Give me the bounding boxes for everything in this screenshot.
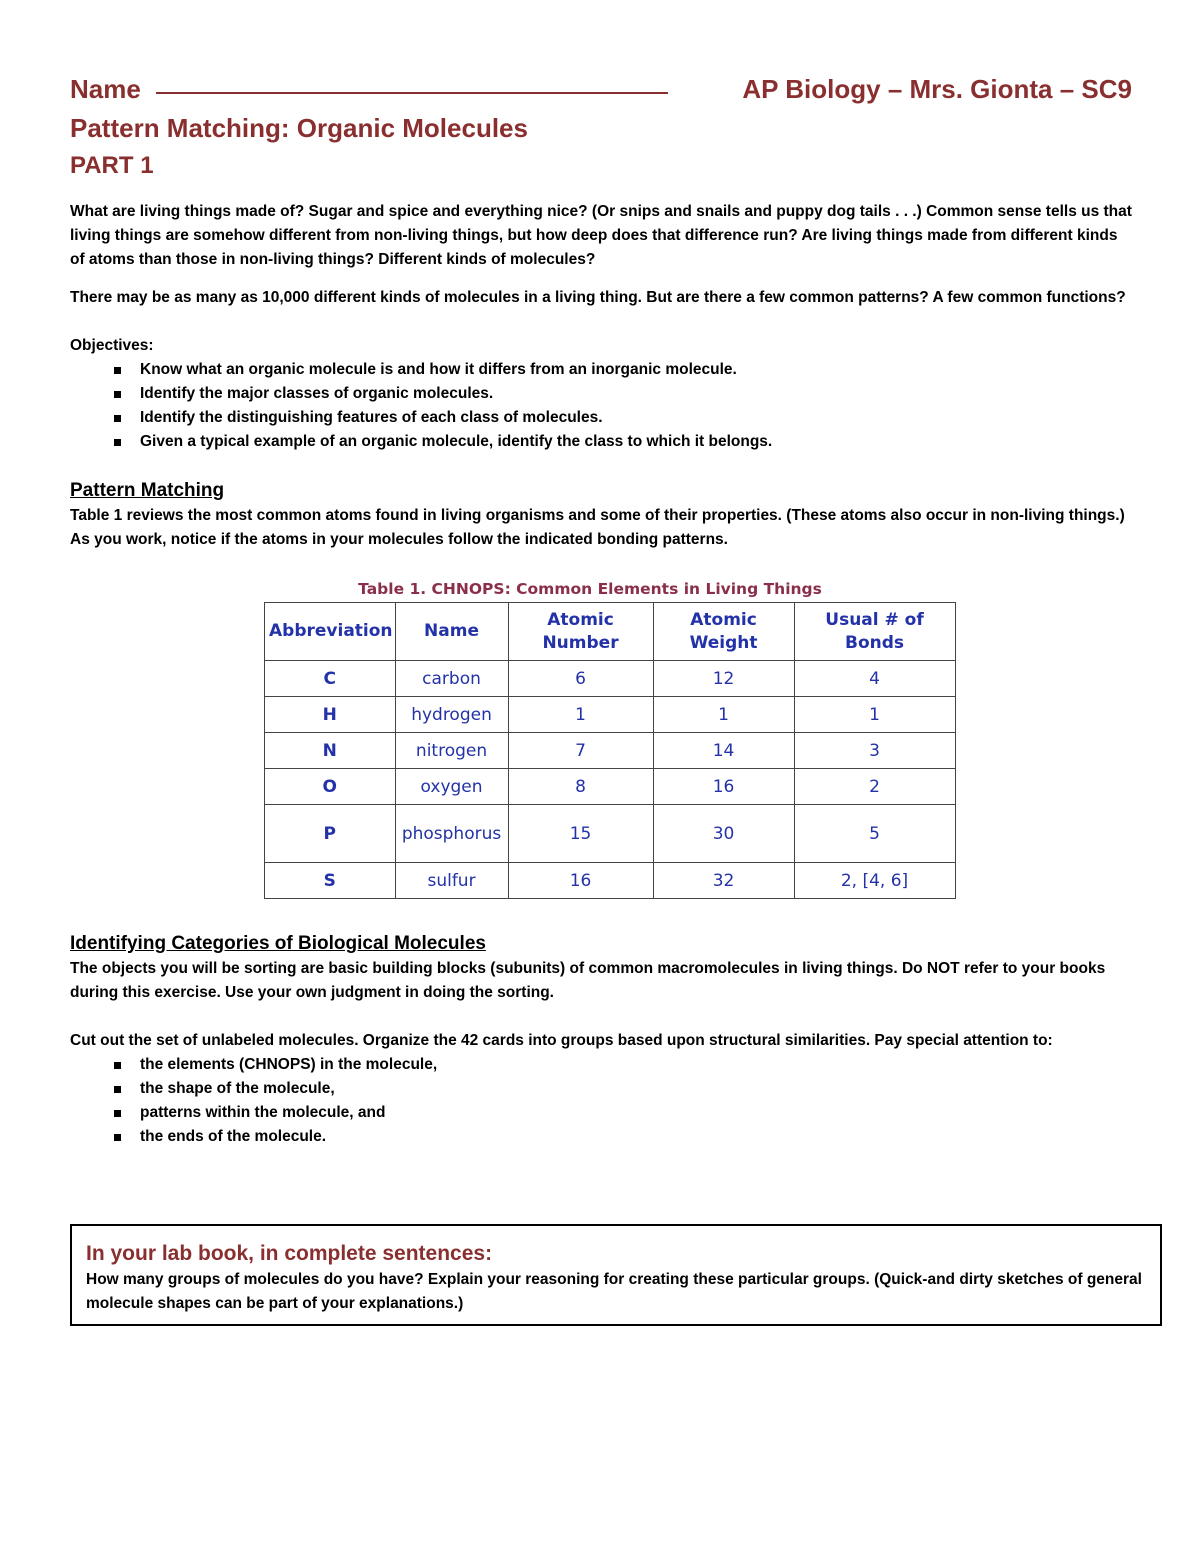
table-row — [265, 769, 956, 805]
table-row — [265, 733, 956, 769]
cell-bonds: 5 — [794, 805, 955, 863]
list-item: Identify the distinguishing features of each class of molecules. — [114, 406, 1132, 430]
cell-atomic-weight: 14 — [653, 733, 794, 769]
attention-list — [70, 1053, 1132, 1149]
cell-abbr: P — [265, 805, 396, 863]
cell-name: oxygen — [395, 769, 508, 805]
cell-abbr: O — [265, 769, 396, 805]
cell-bonds: 4 — [794, 661, 955, 697]
cell-abbr: H — [265, 697, 396, 733]
header-name: Name — [395, 603, 508, 661]
table-row — [265, 805, 956, 863]
cell-atomic-weight: 32 — [653, 863, 794, 899]
header-row — [70, 74, 1132, 105]
table-row — [265, 661, 956, 697]
cell-name: carbon — [395, 661, 508, 697]
identifying-heading: Identifying Categories of Biological Molecules — [70, 933, 486, 954]
lab-book-title: In your lab book, in complete sentences: — [86, 1242, 493, 1265]
table-row — [265, 697, 956, 733]
table-row — [265, 863, 956, 899]
list-item: the shape of the molecule, — [114, 1077, 1132, 1101]
cell-abbr: N — [265, 733, 396, 769]
cell-atomic-weight: 12 — [653, 661, 794, 697]
table-caption: Table 1. CHNOPS: Common Elements in Living Things — [358, 580, 822, 598]
list-item: Know what an organic molecule is and how it differs from an inorganic molecule. — [114, 358, 1132, 382]
cell-atomic-number: 8 — [508, 769, 653, 805]
intro-paragraph-2: There may be as many as 10,000 different kinds of molecules in a living thing. But are there a few common patterns? A few common functions? — [70, 289, 1126, 306]
objectives-label: Objectives: — [70, 337, 154, 354]
objectives-list — [70, 358, 1132, 454]
cell-name: nitrogen — [395, 733, 508, 769]
pattern-matching-heading: Pattern Matching — [70, 480, 225, 501]
intro-paragraph-1: What are living things made of? Sugar and spice and everything nice? (Or snips and snails and puppy dog tails . . .) Common sense tells us that living things are somehow different from non-living things, but how deep does that difference run? Are living things made from different kinds of atoms than those in non-living things? Different kinds of molecules? — [70, 203, 1132, 268]
cell-bonds: 2, [4, 6] — [794, 863, 955, 899]
header-atomic-weight: Atomic Weight — [653, 603, 794, 661]
cell-atomic-number: 1 — [508, 697, 653, 733]
page-title: Pattern Matching: Organic Molecules — [70, 113, 528, 143]
cell-atomic-number: 7 — [508, 733, 653, 769]
identifying-paragraph-1: The objects you will be sorting are basic building blocks (subunits) of common macromolecules in living things. Do NOT refer to your books during this exercise. Use your own judgment in doing the sorting. — [70, 960, 1106, 1001]
cell-bonds: 1 — [794, 697, 955, 733]
cell-bonds: 2 — [794, 769, 955, 805]
cell-atomic-weight: 1 — [653, 697, 794, 733]
table-header-row — [265, 603, 956, 661]
list-item: the elements (CHNOPS) in the molecule, — [114, 1053, 1132, 1077]
part-label: PART 1 — [70, 152, 154, 179]
name-blank-line — [156, 92, 668, 94]
chnops-table — [264, 602, 956, 899]
cell-atomic-number: 6 — [508, 661, 653, 697]
cell-atomic-number: 15 — [508, 805, 653, 863]
cell-atomic-number: 16 — [508, 863, 653, 899]
lab-book-text: How many groups of molecules do you have? Explain your reasoning for creating these particular groups. (Quick-and dirty sketches of general molecule shapes can be part of your explanations.) — [86, 1271, 1142, 1312]
name-label: Name — [70, 74, 141, 104]
cell-abbr: S — [265, 863, 396, 899]
cell-name: sulfur — [395, 863, 508, 899]
list-item: the ends of the molecule. — [114, 1125, 1132, 1149]
lab-book-box — [70, 1224, 1162, 1326]
pattern-matching-text: Table 1 reviews the most common atoms found in living organisms and some of their properties. (These atoms also occur in non-living things.) As you work, notice if the atoms in your molecules follow the indicated bonding patterns. — [70, 507, 1125, 548]
header-abbreviation: Abbreviation — [265, 603, 396, 661]
identifying-paragraph-2: Cut out the set of unlabeled molecules. Organize the 42 cards into groups based upon structural similarities. Pay special attention to: — [70, 1032, 1053, 1049]
header-atomic-number: Atomic Number — [508, 603, 653, 661]
cell-atomic-weight: 30 — [653, 805, 794, 863]
cell-name: hydrogen — [395, 697, 508, 733]
list-item: patterns within the molecule, and — [114, 1101, 1132, 1125]
list-item: Identify the major classes of organic molecules. — [114, 382, 1132, 406]
cell-abbr: C — [265, 661, 396, 697]
list-item: Given a typical example of an organic molecule, identify the class to which it belongs. — [114, 430, 1132, 454]
cell-atomic-weight: 16 — [653, 769, 794, 805]
worksheet-page — [70, 74, 1132, 1149]
cell-bonds: 3 — [794, 733, 955, 769]
course-label: AP Biology – Mrs. Gionta – SC9 — [742, 74, 1132, 104]
name-field — [70, 74, 668, 105]
cell-name: phosphorus — [395, 805, 508, 863]
header-usual-bonds: Usual # of Bonds — [794, 603, 955, 661]
